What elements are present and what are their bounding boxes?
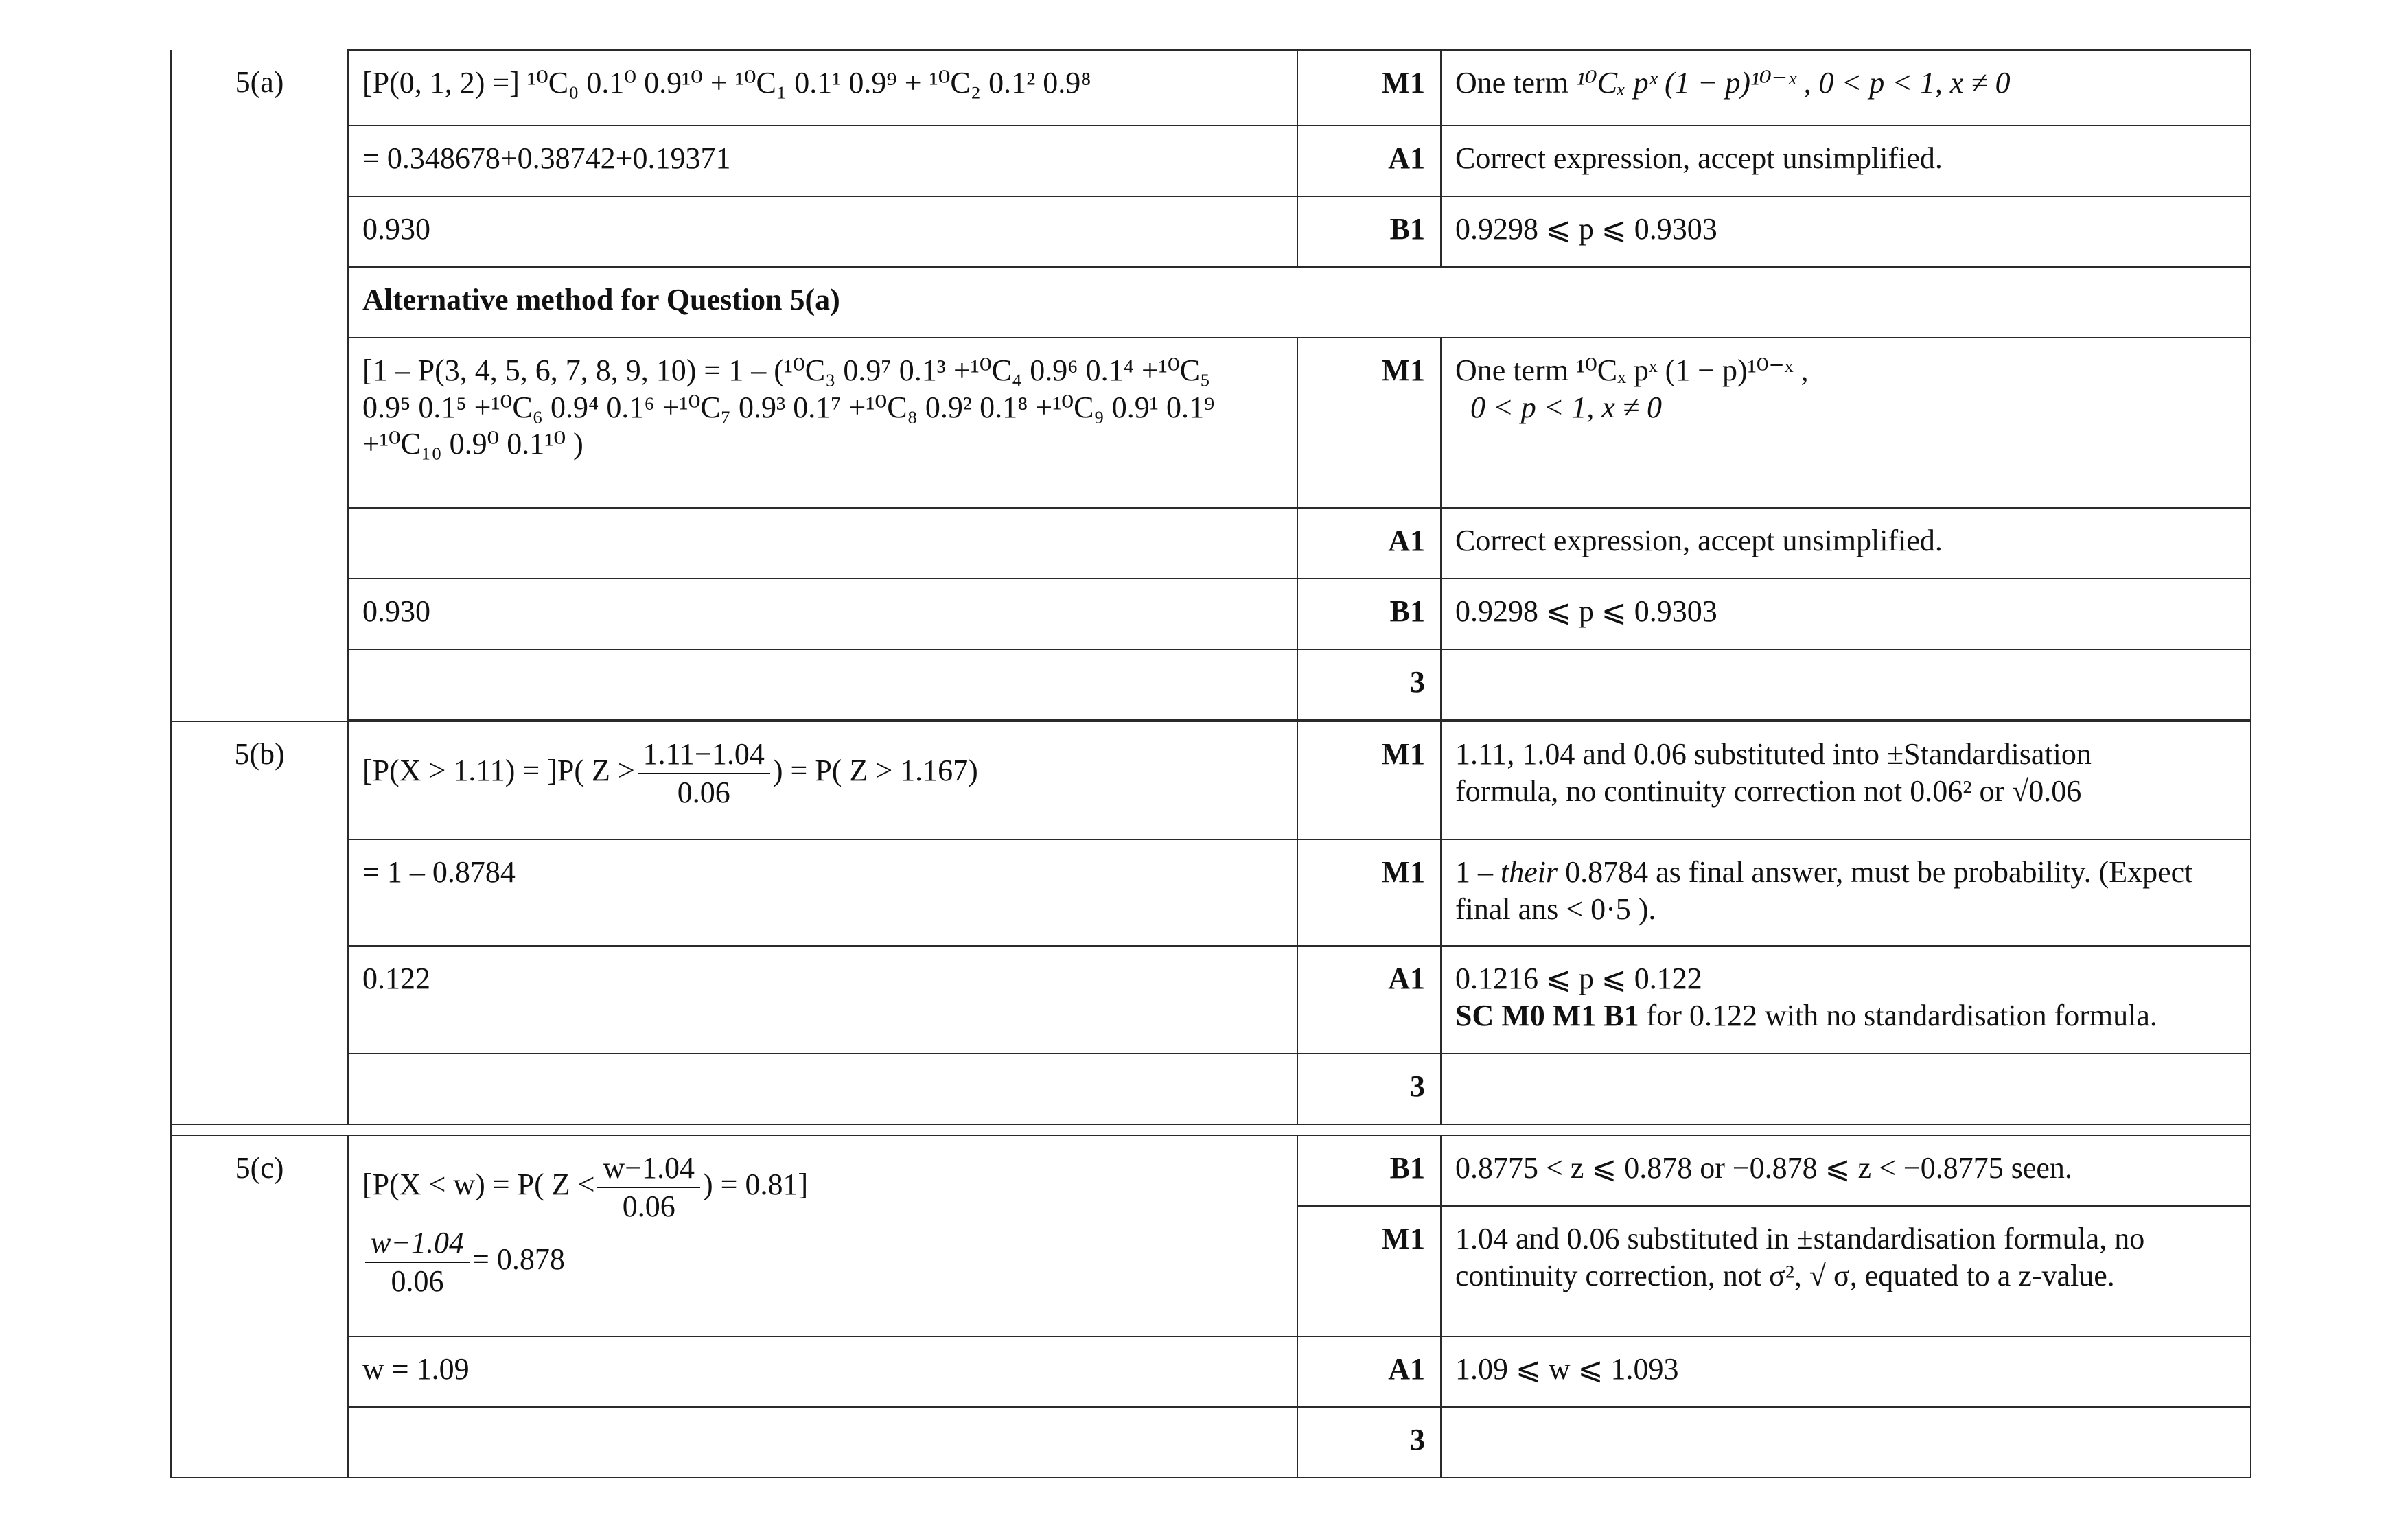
mark-cell: M1 <box>1297 839 1441 946</box>
section-divider <box>171 1124 2251 1135</box>
table-row <box>171 267 2251 338</box>
table-row <box>171 839 2251 946</box>
answer-cell: w = 1.09 <box>348 1336 1297 1407</box>
fraction: $\frac{w-1.04}{0.06}$ <box>365 1224 470 1299</box>
mark-cell: M1 <box>1297 338 1441 508</box>
mark-cell: A1 <box>1297 946 1441 1054</box>
mark-cell: A1 <box>1297 1336 1441 1407</box>
guidance-cell: One term ¹⁰Cₓ pˣ (1 − p)¹⁰⁻ˣ , 0 < p < 1, x ≠ 0 <box>1441 338 2251 508</box>
fraction: $\frac{1.11-1.04}{0.06}$ <box>638 736 770 811</box>
table-row <box>171 649 2251 720</box>
guidance-cell: 0.1216 ⩽ p ⩽ 0.122 SC M0 M1 B1 for 0.122 with no standardisation formula. <box>1441 946 2251 1054</box>
answer-cell: [P(X > 1.11) = ]P( Z > $\frac{1.11-1.04}{0.06}$ ) = P( Z > 1.167) <box>348 721 1297 839</box>
table-row <box>171 50 2251 126</box>
guidance-cell <box>1441 649 2251 720</box>
guidance-cell <box>1441 1407 2251 1478</box>
mark-cell: M1 <box>1297 721 1441 839</box>
table-row <box>171 126 2251 196</box>
mark-cell: B1 <box>1297 196 1441 267</box>
alternative-method-heading: Alternative method for Question 5(a) <box>348 267 2251 338</box>
guidance-cell: One term ¹⁰Cₓ pˣ (1 − p)¹⁰⁻ˣ , 0 < p < 1, x ≠ 0 <box>1441 50 2251 126</box>
table-row <box>171 508 2251 579</box>
table-row <box>171 1054 2251 1124</box>
mark-scheme-table <box>170 49 2251 1478</box>
total-marks: 3 <box>1297 1054 1441 1124</box>
answer-cell: [1 – P(3, 4, 5, 6, 7, 8, 9, 10) = 1 – (¹⁰C₃ 0.9⁷ 0.1³ +¹⁰C₄ 0.9⁶ 0.1⁴ +¹⁰C₅ 0.9⁵ 0.1⁵ +¹⁰C₆ 0.9⁴ 0.1⁶ +¹⁰C₇ 0.9³ 0.1⁷ +¹⁰C₈ 0.9² 0.1⁸ +¹⁰C₉ 0.9¹ 0.1⁹ +¹⁰C₁₀ 0.9⁰ 0.1¹⁰ ) <box>348 338 1297 508</box>
guidance-cell: 0.8775 < z ⩽ 0.878 or −0.878 ⩽ z < −0.8775 seen. <box>1441 1135 2251 1206</box>
answer-cell: = 1 – 0.8784 <box>348 839 1297 946</box>
table-row <box>171 338 2251 508</box>
answer-cell: 0.930 <box>348 579 1297 649</box>
question-number: 5(b) <box>171 721 348 1124</box>
table-row <box>171 946 2251 1054</box>
mark-cell: A1 <box>1297 508 1441 579</box>
table-row <box>171 1336 2251 1407</box>
fraction: $\frac{w-1.04}{0.06}$ <box>597 1150 700 1224</box>
guidance-cell: 0.9298 ⩽ p ⩽ 0.9303 <box>1441 196 2251 267</box>
answer-cell: = 0.348678+0.38742+0.19371 <box>348 126 1297 196</box>
question-number: 5(a) <box>171 50 348 721</box>
table-row <box>171 1135 2251 1206</box>
mark-cell: M1 <box>1297 50 1441 126</box>
total-marks: 3 <box>1297 649 1441 720</box>
answer-cell: 0.122 <box>348 946 1297 1054</box>
guidance-cell: 1.11, 1.04 and 0.06 substituted into ±Standardisation formula, no continuity correction not 0.06² or √0.06 <box>1441 721 2251 839</box>
mark-cell: M1 <box>1297 1206 1441 1336</box>
question-number: 5(c) <box>171 1135 348 1478</box>
mark-cell: B1 <box>1297 1135 1441 1206</box>
guidance-cell: Correct expression, accept unsimplified. <box>1441 508 2251 579</box>
guidance-cell: 1 – their 0.8784 as final answer, must be probability. (Expect final ans < 0·5 ). <box>1441 839 2251 946</box>
answer-cell: 0.930 <box>348 196 1297 267</box>
answer-cell: [P(X < w) = P( Z < $\frac{w-1.04}{0.06}$ ) = 0.81] $\frac{w-1.04}{0.06}$ = 0.878 <box>348 1135 1297 1336</box>
table-row <box>171 579 2251 649</box>
table-row <box>171 721 2251 839</box>
answer-cell <box>348 1407 1297 1478</box>
guidance-cell: Correct expression, accept unsimplified. <box>1441 126 2251 196</box>
mark-cell: B1 <box>1297 579 1441 649</box>
guidance-cell: 1.04 and 0.06 substituted in ±standardisation formula, no continuity correction, not σ², √ σ, equated to a z-value. <box>1441 1206 2251 1336</box>
guidance-cell: 0.9298 ⩽ p ⩽ 0.9303 <box>1441 579 2251 649</box>
answer-cell <box>348 508 1297 579</box>
guidance-cell: 1.09 ⩽ w ⩽ 1.093 <box>1441 1336 2251 1407</box>
answer-cell <box>348 649 1297 720</box>
table-row <box>171 1407 2251 1478</box>
answer-cell <box>348 1054 1297 1124</box>
table-row <box>171 196 2251 267</box>
mark-cell: A1 <box>1297 126 1441 196</box>
total-marks: 3 <box>1297 1407 1441 1478</box>
guidance-cell <box>1441 1054 2251 1124</box>
answer-cell: [P(0, 1, 2) =] ¹⁰C₀ 0.1⁰ 0.9¹⁰ + ¹⁰C₁ 0.1¹ 0.9⁹ + ¹⁰C₂ 0.1² 0.9⁸ <box>348 50 1297 126</box>
